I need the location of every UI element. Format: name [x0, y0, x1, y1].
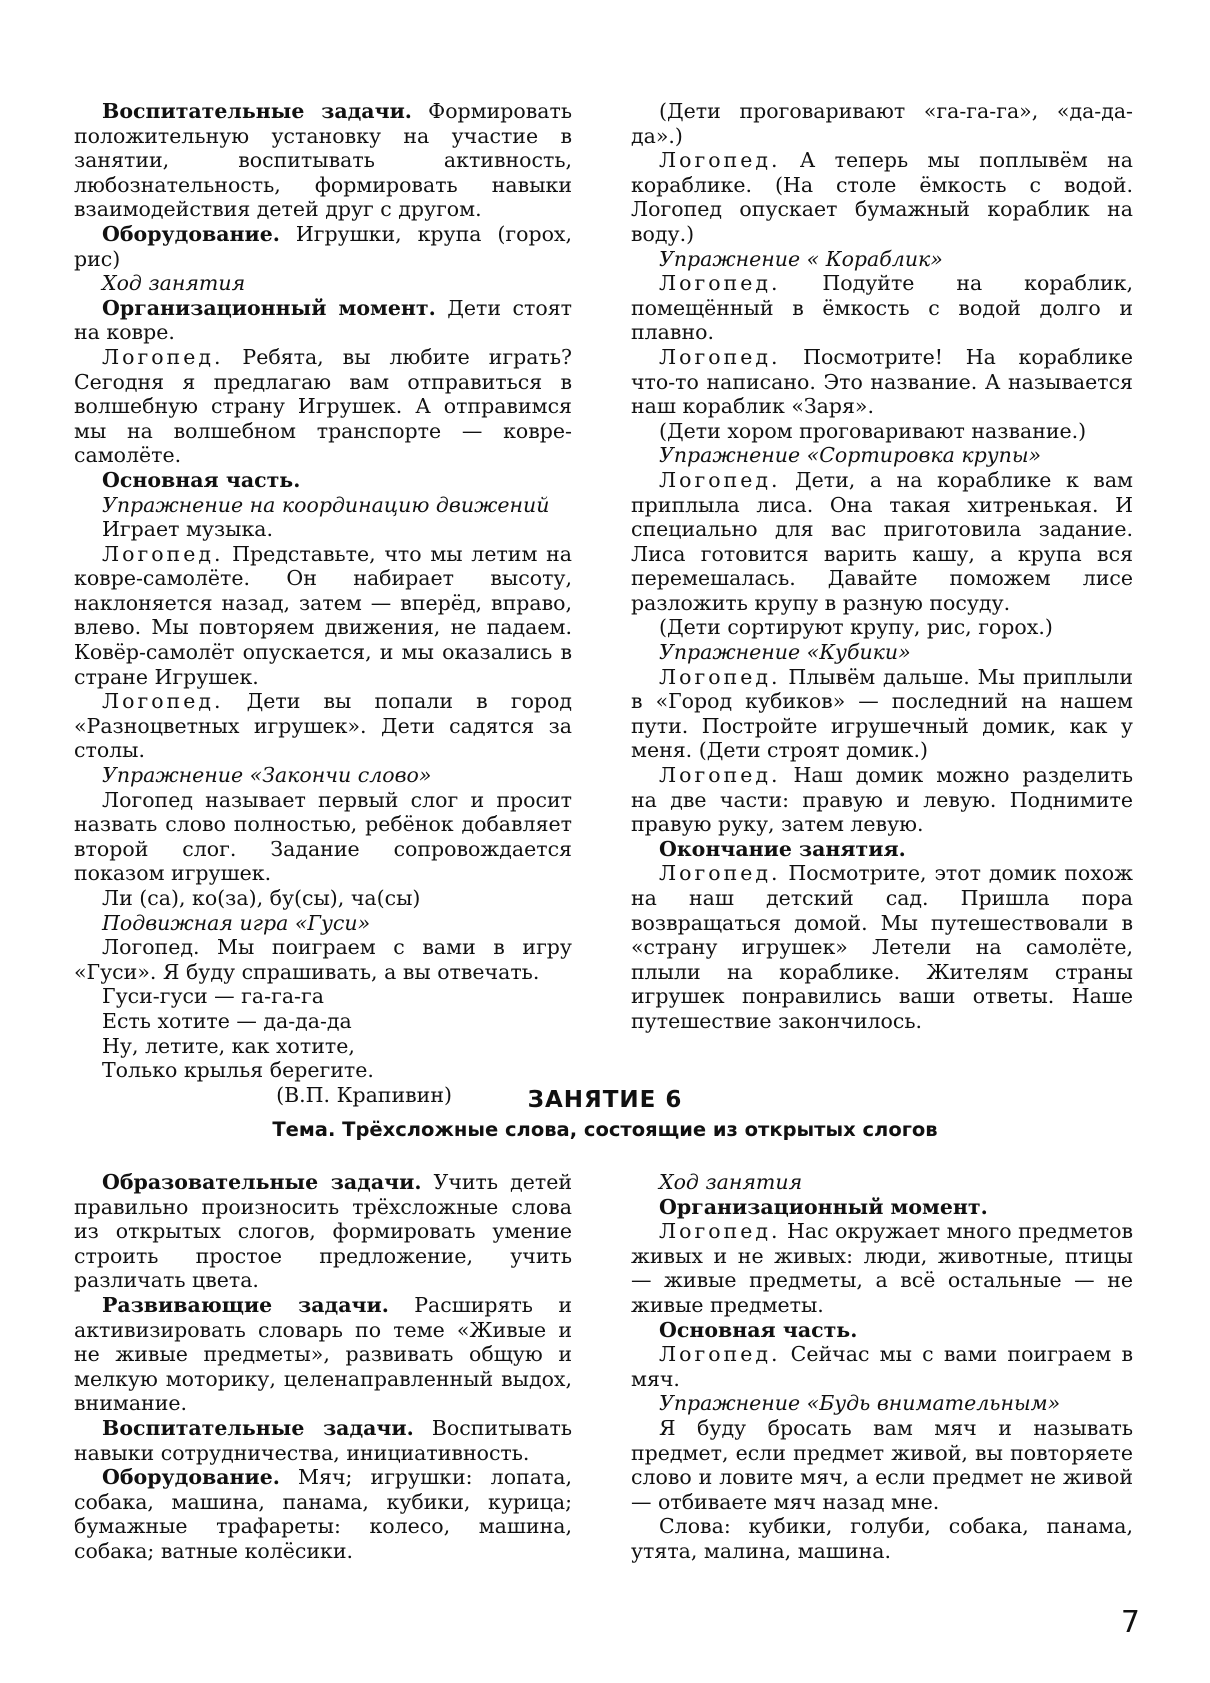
- paragraph: [631, 99, 1133, 148]
- lesson-subtitle: Тема. Трёхсложные слова, состоящие из открытых слогов: [272, 1118, 938, 1141]
- bold-lead: Организационный момент.: [659, 1194, 988, 1219]
- paragraph-text: Сейчас мы с вами поиграем в мяч.: [631, 1342, 1133, 1391]
- paragraph: [74, 222, 572, 271]
- paragraph: [631, 640, 1133, 665]
- paragraph: [74, 99, 572, 222]
- paragraph: [631, 419, 1133, 444]
- paragraph: [74, 984, 572, 1009]
- speaker-label: Логопед.: [659, 763, 781, 788]
- paragraph-text: Есть хотите — да-да-да: [102, 1008, 352, 1033]
- bold-lead: Оборудование.: [102, 221, 280, 246]
- paragraph: [74, 1170, 572, 1293]
- paragraph: [631, 1342, 1133, 1391]
- paragraph-text: Логопед называет первый слог и просит назвать слово полностью, ребёнок добавляет второй слог. Задание сопровождается показом игрушек.: [74, 787, 572, 886]
- paragraph-text: Воспитывать навыки сотрудничества, инициативность.: [74, 1415, 572, 1465]
- speaker-label: Логопед.: [659, 1219, 781, 1244]
- italic-heading: Упражнение «Закончи слово»: [102, 763, 432, 788]
- text-column-bottom-right: [631, 1170, 1133, 1564]
- paragraph-text: (Дети проговаривают «га-га-га», «да-да-да».): [631, 99, 1133, 148]
- paragraph: [74, 296, 572, 345]
- italic-heading: Упражнение «Будь внимательным»: [659, 1391, 1061, 1416]
- paragraph: [631, 271, 1133, 345]
- paragraph: [74, 468, 572, 493]
- paragraph: [74, 271, 572, 296]
- paragraph-text: Плывём дальше. Мы приплыли в «Город кубиков» — последний на нашем пути. Постройте игрушечный домик, как у меня. (Дети строят домик.): [631, 664, 1133, 763]
- paragraph-text: Мяч; игрушки: лопата, собака, машина, панама, кубики, курица; бумажные трафареты: колесо, машина, собака; ватные колёсики.: [74, 1465, 572, 1563]
- paragraph: [74, 1034, 572, 1059]
- paragraph-text: (Дети хором проговаривают название.): [659, 418, 1087, 443]
- paragraph: [631, 615, 1133, 640]
- paragraph: [631, 443, 1133, 468]
- bold-lead: Воспитательные задачи.: [102, 1415, 414, 1440]
- bold-lead: Образовательные задачи.: [102, 1170, 422, 1194]
- paragraph: [74, 689, 572, 763]
- italic-heading: Ход занятия: [659, 1170, 803, 1194]
- paragraph: [631, 468, 1133, 616]
- text-column-top-right: [631, 99, 1133, 1034]
- paragraph-text: Дети вы попали в город «Разноцветных игрушек». Дети садятся за столы.: [74, 689, 572, 763]
- speaker-label: Логопед.: [102, 541, 224, 566]
- paragraph: [74, 345, 572, 468]
- paragraph: [74, 788, 572, 886]
- paragraph-text: Логопед. Мы поиграем с вами в игру «Гуси». Я буду спрашивать, а вы отвечать.: [74, 935, 572, 984]
- paragraph-text: Посмотрите, этот домик похож на наш детский сад. Пришла пора возвращаться домой. Мы путешествовали в «страну игрушек» Летели на самолёте, плыли на кораблике. Жителям страны игрушек понравились ваши ответы. Наше путешествие закончилось.: [631, 861, 1133, 1033]
- paragraph-text: Играет музыка.: [102, 517, 274, 542]
- paragraph-text: А теперь мы поплывём на кораблике. (На столе ёмкость с водой. Логопед опускает бумажный кораблик на воду.): [631, 148, 1133, 246]
- bold-lead: Оборудование.: [102, 1465, 280, 1490]
- speaker-label: Логопед.: [659, 1342, 781, 1367]
- paragraph: [631, 345, 1133, 419]
- speaker-label: Логопед.: [102, 344, 224, 369]
- paragraph-text: Подуйте на кораблик, помещённый в ёмкость с водой долго и плавно.: [631, 271, 1133, 345]
- paragraph: [631, 1416, 1133, 1514]
- paragraph-text: Только крылья берегите.: [102, 1058, 374, 1083]
- paragraph-text: Игрушки, крупа (горох, рис): [74, 221, 572, 271]
- paragraph-text: Учить детей правильно произносить трёхсложные слова из открытых слогов, формировать умение строить простое предложение, учить различать цвета.: [74, 1170, 572, 1293]
- bold-lead: Организационный момент.: [102, 295, 436, 320]
- speaker-label: Логопед.: [659, 467, 781, 492]
- paragraph-text: Ли (са), ко(за), бу(сы), ча(сы): [102, 886, 421, 910]
- text-column-top-left: [74, 99, 572, 1107]
- speaker-label: Логопед.: [659, 148, 781, 173]
- paragraph: [74, 1058, 572, 1083]
- speaker-label: Логопед.: [659, 344, 781, 369]
- speaker-label: Логопед.: [659, 664, 781, 689]
- paragraph: [631, 665, 1133, 763]
- paragraph-text: (В.П. Крапивин): [276, 1082, 452, 1107]
- paragraph-text: Представьте, что мы летим на ковре-самолёте. Он набирает высоту, наклоняется назад, затем — вперёд, вправо, влево. Мы повторяем движения, не падаем. Ковёр-самолёт опускается, и мы оказались в стране Игрушек.: [74, 541, 572, 689]
- paragraph: [631, 861, 1133, 1033]
- paragraph-text: Формировать положительную установку на участие в занятии, воспитывать активность, любознательность, формировать навыки взаимодействия детей друг с другом.: [74, 99, 572, 222]
- paragraph: [74, 886, 572, 911]
- paragraph-text: Посмотрите! На кораблике что-то написано. Это название. А называется наш кораблик «Заря».: [631, 344, 1133, 419]
- bold-lead: Основная часть.: [659, 1317, 858, 1342]
- paragraph-text: Дети, а на кораблике к вам приплыла лиса. Она такая хитренькая. И специально для вас приготовила задание. Лиса готовится варить кашу, а крупа вся перемешалась. Давайте поможем лисе разложить крупу в разную посуду.: [631, 467, 1133, 615]
- paragraph: [631, 148, 1133, 246]
- paragraph: [631, 1391, 1133, 1416]
- text-column-bottom-left: [74, 1170, 572, 1564]
- paragraph: [631, 1195, 1133, 1220]
- paragraph-text: Я буду бросать вам мяч и называть предмет, если предмет живой, вы повторяете слово и ловите мяч, а если предмет не живой — отбиваете мяч назад мне.: [631, 1415, 1133, 1514]
- paragraph: [74, 935, 572, 984]
- speaker-label: Логопед.: [102, 689, 224, 714]
- paragraph: [631, 247, 1133, 272]
- paragraph-text: Нас окружает много предметов живых и не живых: люди, животные, птицы — живые предметы, а всё остальные — не живые предметы.: [631, 1219, 1133, 1317]
- paragraph-text: Ну, летите, как хотите,: [102, 1033, 355, 1058]
- bold-lead: Развивающие задачи.: [102, 1292, 389, 1317]
- italic-heading: Подвижная игра «Гуси»: [102, 910, 371, 935]
- paragraph: [74, 763, 572, 788]
- paragraph: [74, 542, 572, 690]
- page-number: 7: [1120, 1605, 1140, 1640]
- paragraph: [631, 837, 1133, 862]
- paragraph: [74, 1293, 572, 1416]
- paragraph: [74, 911, 572, 936]
- italic-heading: Упражнение на координацию движений: [102, 492, 550, 517]
- italic-heading: Упражнение «Кубики»: [659, 640, 911, 665]
- paragraph: [74, 1416, 572, 1465]
- paragraph: [74, 1009, 572, 1034]
- bold-lead: Основная часть.: [102, 467, 301, 492]
- speaker-label: Логопед.: [659, 271, 781, 296]
- paragraph: [74, 1465, 572, 1563]
- paragraph: [631, 1514, 1133, 1563]
- paragraph: [631, 1219, 1133, 1317]
- speaker-label: Логопед.: [659, 861, 781, 886]
- paragraph: [631, 1170, 1133, 1195]
- italic-heading: Ход занятия: [102, 271, 246, 296]
- bold-lead: Воспитательные задачи.: [102, 99, 412, 123]
- italic-heading: Упражнение « Кораблик»: [659, 246, 943, 271]
- paragraph-text: Наш домик можно разделить на две части: правую и левую. Поднимите правую руку, затем левую.: [631, 763, 1133, 837]
- paragraph-text: Слова: кубики, голуби, собака, панама, утята, малина, машина.: [631, 1514, 1133, 1563]
- paragraph-text: Гуси-гуси — га-га-га: [102, 984, 324, 1009]
- italic-heading: Упражнение «Сортировка крупы»: [659, 443, 1042, 468]
- paragraph-text: Дети стоят на ковре.: [74, 295, 572, 345]
- paragraph: [74, 517, 572, 542]
- paragraph-text: Ребята, вы любите играть? Сегодня я предлагаю вам отправиться в волшебную страну Игрушек. А отправимся мы на волшебном транспорте — ковре-самолёте.: [74, 344, 572, 468]
- paragraph: [631, 1318, 1133, 1343]
- lesson-title: ЗАНЯТИЕ 6: [527, 1087, 683, 1113]
- paragraph: [74, 493, 572, 518]
- paragraph: [631, 763, 1133, 837]
- paragraph-text: Расширять и активизировать словарь по теме «Живые и не живые предметы», развивать общую и мелкую моторику, целенаправленный выдох, внимание.: [74, 1292, 572, 1416]
- paragraph-text: (Дети сортируют крупу, рис, горох.): [659, 615, 1053, 640]
- bold-lead: Окончание занятия.: [659, 836, 906, 861]
